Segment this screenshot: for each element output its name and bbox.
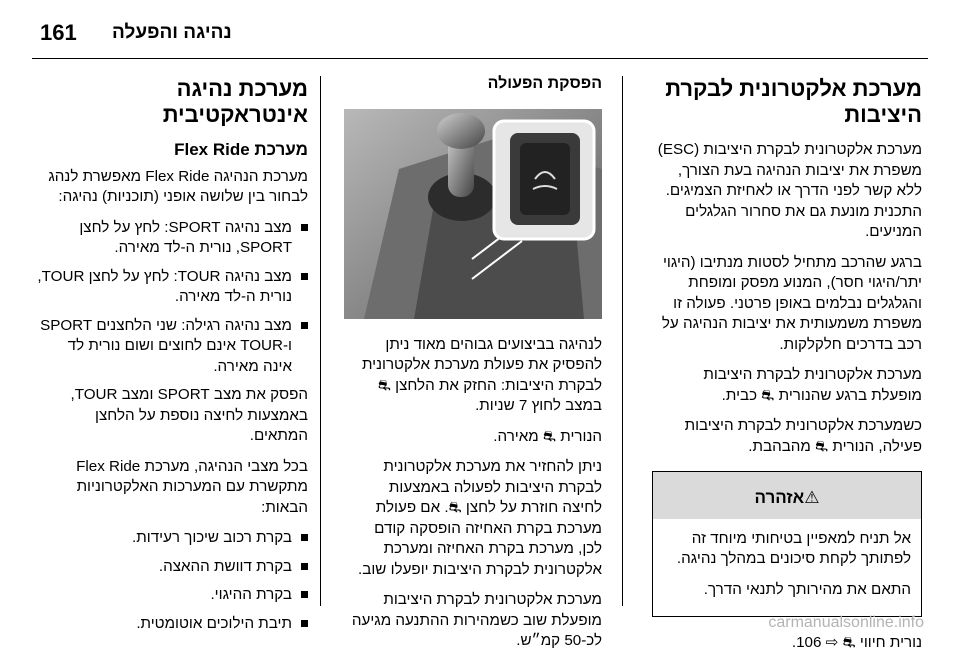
paragraph: בכל מצבי הנהיגה, מערכת Flex Ride מתקשרת עם המערכות האלקטרוניות הבאות:	[76, 457, 308, 516]
paragraph: כשמערכת אלקטרונית לבקרת היציבות פעילה, הנורית ⛐ מהבהבת.	[684, 417, 922, 455]
cross-reference: נורית חיווי ⛐ ⇨ 106.	[791, 634, 922, 651]
column-divider	[622, 76, 623, 606]
paragraph: מערכת אלקטרונית לבקרת היציבות (ESC) משפרת את יציבות הנהיגה בעת הצורך, ללא קשר לפני הדרך או לאחיזת הצמיגים. התכנית מונעת גם את סחרור הגלגלים המניעים.	[657, 141, 922, 240]
paragraph: ברגע שהרכב מתחיל לסטות מנתיבו (היגוי יתר/היגוי חסר), המנוע מפסק ומופחת והגלגלים נבלמים באופן פרטני. פעולה זו משפרת משמעותית את יציבות הנהיגה על רכב בדרכים חלקלקות.	[661, 253, 922, 353]
list-item: בקרת דוושת ההאצה.	[36, 557, 308, 578]
middle-column	[348, 72, 602, 662]
list-item: תיבת הילוכים אוטומטית.	[36, 614, 308, 635]
mode-list	[36, 218, 308, 378]
list-item: מצב נהיגה TOUR: לחץ על לחצן TOUR, נורית ה-לד מאירה.	[36, 267, 308, 308]
section-title-esc: מערכת אלקטרונית לבקרת היציבות	[665, 76, 922, 127]
paragraph: מערכת הנהיגה Flex Ride מאפשרת לנהג לבחור בין שלושה אופני (תוכניות) נהיגה:	[48, 167, 308, 205]
subsection-title-flexride: מערכת Flex Ride	[174, 140, 308, 159]
warning-body	[653, 519, 921, 617]
section-title-deactivation: הפסקת הפעולה	[487, 75, 602, 92]
warning-paragraph: התאם את מהירותך לתנאי הדרך.	[703, 580, 911, 598]
page-number: 161	[40, 20, 77, 45]
right-column	[652, 72, 922, 664]
list-item: בקרת רכוב שיכוך רעידות.	[36, 528, 308, 549]
paragraph: הפסק את מצב SPORT ומצב TOUR, באמצעות לחיצה נוספת על הלחצן המתאים.	[70, 386, 308, 444]
column-divider	[320, 76, 321, 606]
systems-list	[36, 528, 308, 634]
left-column	[36, 72, 308, 642]
warning-paragraph: אל תניח למאפיין בטיחותי מיוחד זה לפתותך לקחת סיכונים במהלך נהיגה.	[676, 529, 911, 567]
paragraph: הנורית ⛐ מאירה.	[493, 427, 602, 445]
paragraph: מערכת אלקטרונית לבקרת היציבות מופעלת ברגע שהנורית ⛐ כבית.	[703, 366, 922, 404]
list-item: מצב נהיגה רגילה: שני הלחצנים SPORT ו-TOUR אינם לחוצים ושום נורית לד אינה מאירה.	[36, 316, 308, 378]
warning-box	[652, 471, 922, 617]
page-header	[32, 14, 928, 52]
list-item: בקרת ההיגוי.	[36, 585, 308, 606]
paragraph: לנהיגה בביצועים גבוהים מאוד ניתן להפסיק את פעולת מערכת אלקטרונית לבקרת היציבות: החזק את הלחצן ⛐ במצב לחוץ 7 שניות.	[361, 335, 602, 414]
watermark: carmanualsonline.info	[768, 614, 924, 631]
section-title-interactive: מערכת נהיגה אינטראקטיבית	[162, 76, 308, 127]
warning-title: ⚠אזהרה	[653, 472, 921, 519]
list-item: מצב נהיגה SPORT: לחץ על לחצן SPORT, נורית ה-לד מאירה.	[36, 218, 308, 259]
esc-button-photo	[344, 109, 602, 319]
paragraph: ניתן להחזיר את מערכת אלקטרונית לבקרת היציבות לפעולה באמצעות לחיצה חוזרת על לחצן ⛐. אם פעולת מערכת בקרת האחיזה הופסקה קודם לכן, מערכת בקרת האחיזה ומערכת אלקטרונית לבקרת היציבות יופעלו שוב.	[358, 458, 602, 578]
header-rule	[32, 58, 928, 59]
paragraph: מערכת אלקטרונית לבקרת היציבות מופעלת שוב כשמהירות ההתנעה מגיעה לכ-50 קמ״ש.	[351, 591, 602, 649]
chapter-title: נהיגה והפעלה	[112, 22, 232, 43]
